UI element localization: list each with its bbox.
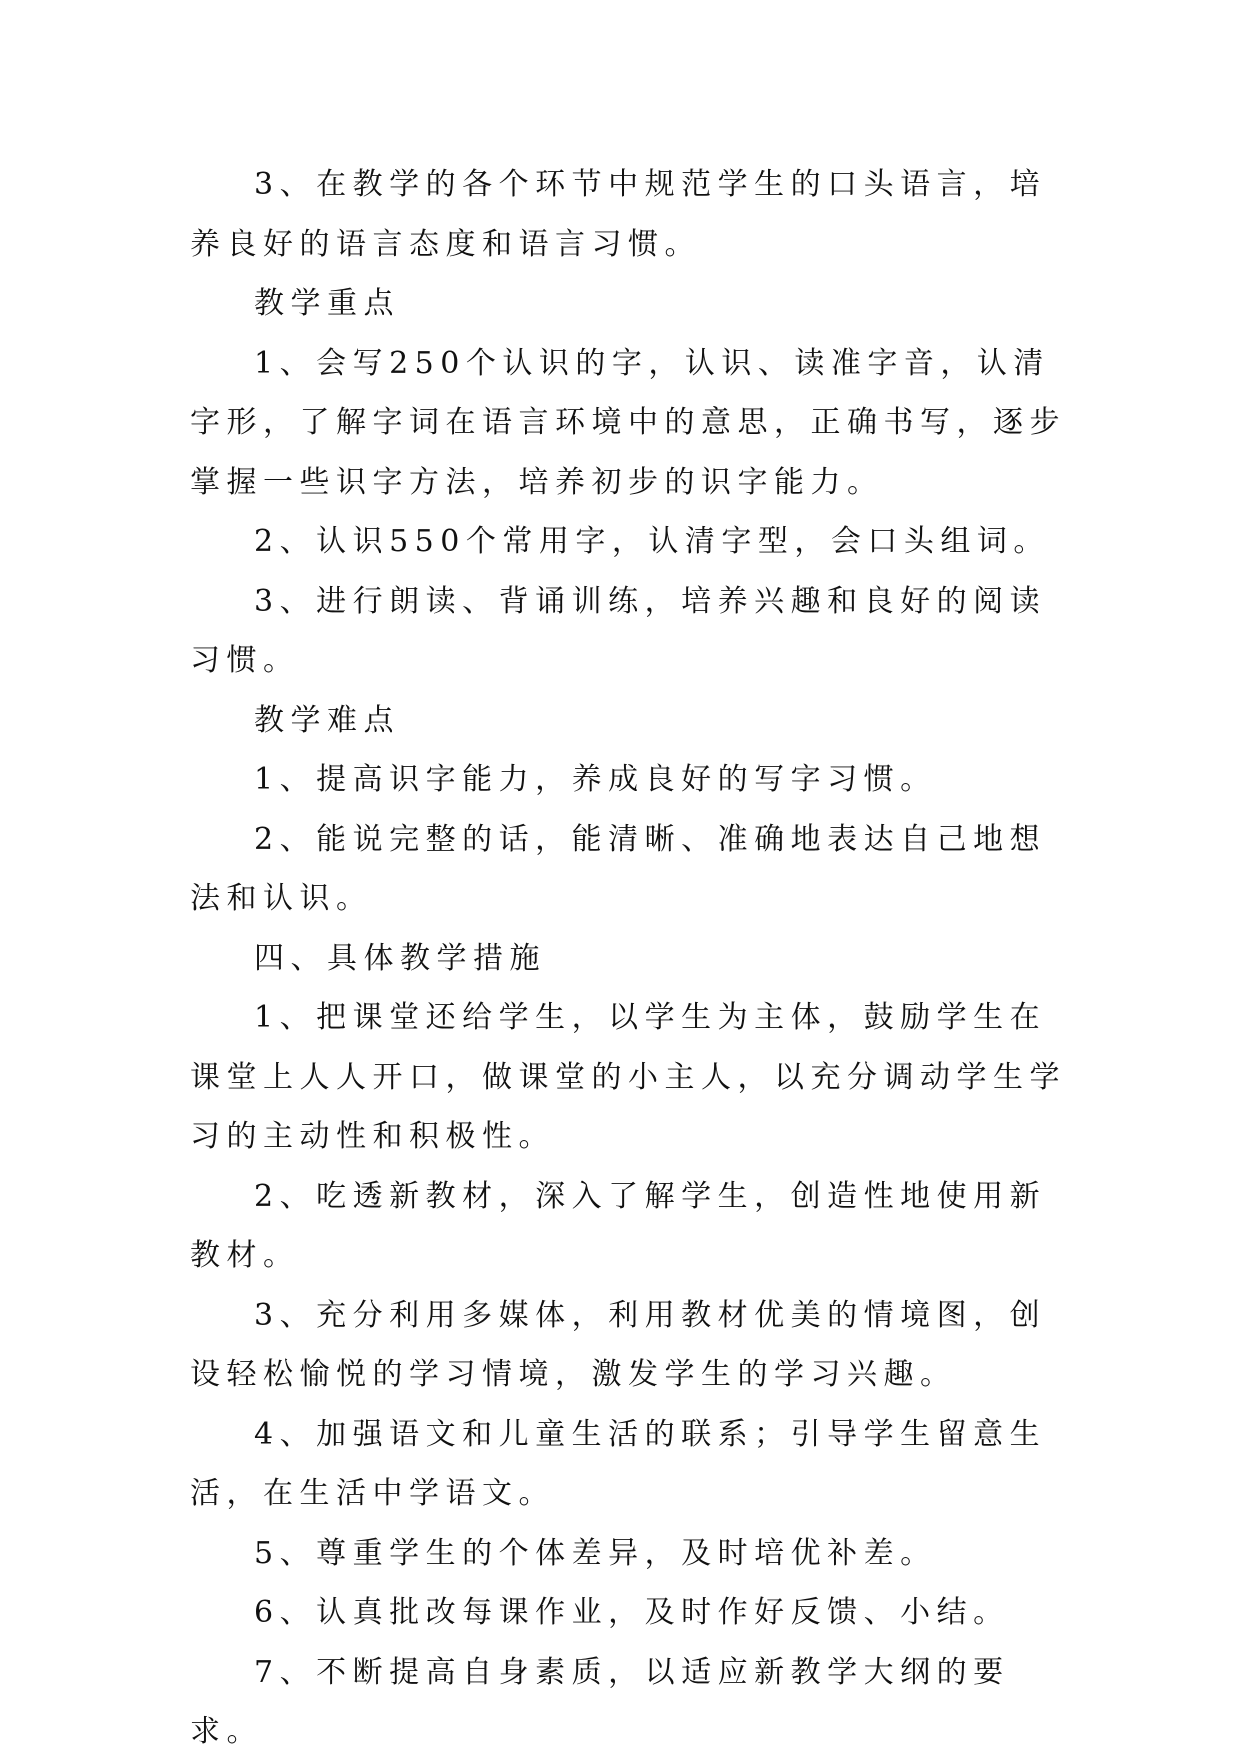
paragraph-language-habits: 3、在教学的各个环节中规范学生的口头语言，培养良好的语言态度和语言习惯。 xyxy=(190,167,1047,262)
paragraph-difficulty-1: 1、提高识字能力，养成良好的写字习惯。 xyxy=(254,762,937,797)
paragraph-focus-2: 2、认识550个常用字，认清字型，会口头组词。 xyxy=(254,524,1050,559)
heading-teaching-measures: 四、具体教学措施 xyxy=(254,940,546,976)
paragraph-measure-4: 4、加强语文和儿童生活的联系；引导学生留意生活，在生活中学语文。 xyxy=(190,1416,1047,1511)
paragraph-focus-3: 3、进行朗读、背诵训练，培养兴趣和良好的阅读习惯。 xyxy=(190,583,1047,678)
paragraph-difficulty-2: 2、能说完整的话，能清晰、准确地表达自己地想法和认识。 xyxy=(190,821,1047,916)
paragraph-measure-7: 7、不断提高自身素质，以适应新教学大纲的要求。 xyxy=(190,1654,1010,1749)
paragraph-measure-1: 1、把课堂还给学生，以学生为主体，鼓励学生在课堂上人人开口，做课堂的小主人，以充分调动学生学习的主动性和积极性。 xyxy=(190,1000,1066,1154)
paragraph-measure-5: 5、尊重学生的个体差异，及时培优补差。 xyxy=(254,1535,937,1571)
document-body xyxy=(190,155,1070,1762)
paragraph-measure-6: 6、认真批改每课作业，及时作好反馈、小结。 xyxy=(254,1595,1010,1630)
heading-teaching-focus: 教学重点 xyxy=(254,286,400,321)
paragraph-measure-2: 2、吃透新教材，深入了解学生，创造性地使用新教材。 xyxy=(190,1178,1047,1273)
paragraph-focus-1: 1、会写250个认识的字，认识、读准字音，认清字形，了解字词在语言环境中的意思，正确书写，逐步掌握一些识字方法，培养初步的识字能力。 xyxy=(190,345,1066,500)
paragraph-measure-3: 3、充分利用多媒体，利用教材优美的情境图，创设轻松愉悦的学习情境，激发学生的学习兴趣。 xyxy=(190,1297,1047,1392)
heading-teaching-difficulty: 教学难点 xyxy=(254,702,400,738)
